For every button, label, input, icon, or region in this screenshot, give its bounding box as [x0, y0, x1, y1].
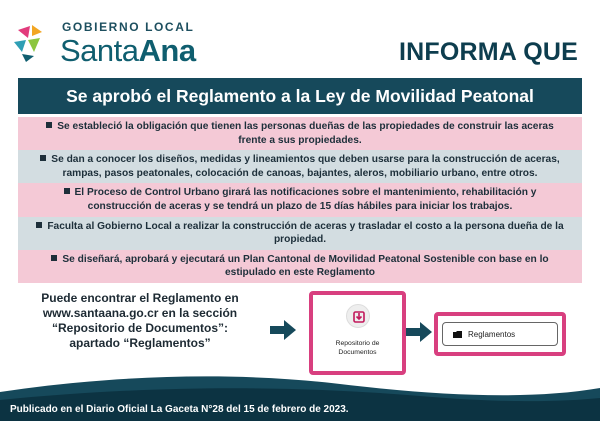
reglamentos-label: Reglamentos	[468, 329, 516, 339]
instructions-line-2[interactable]: www.santaana.go.cr en la sección	[42, 306, 238, 320]
bullet-icon	[51, 255, 57, 261]
point-text: Faculta al Gobierno Local a realizar la construcción de aceras y trasladar el costo a la persona dueña de la propiedad.	[47, 220, 564, 246]
point-text: Se dan a conocer los diseños, medidas y lineamientos que deben usarse para la construcción de aceras, rampas, pasos peatonales, colocación de canoas, bajantes, aleros, mobiliario urbano, entre otros.	[51, 154, 560, 179]
logo-main-text	[60, 33, 196, 69]
points-list	[18, 117, 582, 283]
bullet-icon	[36, 222, 42, 228]
list-item	[18, 117, 582, 150]
point-text: Se estableció la obligación que tienen las personas dueñas de las propiedades de construir las aceras frente a sus propiedades.	[57, 121, 554, 146]
list-item	[18, 150, 582, 183]
bullet-icon	[64, 188, 70, 194]
footer-publication-note: Publicado en el Diario Oficial La Gaceta N°28 del 15 de febrero de 2023.	[10, 404, 349, 415]
logo-main-b: Ana	[138, 33, 196, 68]
arrow-right-icon	[406, 320, 432, 344]
logo-top-text: GOBIERNO LOCAL	[62, 20, 195, 34]
repositorio-label	[313, 340, 402, 357]
repositorio-label-line-2: Documentos	[338, 348, 377, 356]
arrow-right-icon	[270, 318, 296, 342]
point-text: El Proceso de Control Urbano girará las notificaciones sobre el mantenimiento, rehabilitación y construcción de aceras y se tendrá un plazo de 15 días hábiles para iniciar los trabajos.	[74, 187, 537, 212]
repositorio-label-line-1: Repositorio de	[335, 340, 380, 347]
instructions-line-1: Puede encontrar el Reglamento en	[41, 291, 239, 305]
repositorio-documentos-highlight[interactable]	[309, 291, 406, 375]
bullet-icon	[46, 122, 52, 128]
point-text: Se diseñará, aprobará y ejecutará un Plan Cantonal de Movilidad Peatonal Sostenible con base en lo estipulado en este Reglamento	[62, 253, 549, 279]
reglamentos-highlight[interactable]	[434, 312, 566, 356]
logo-mark-icon	[12, 22, 54, 64]
instructions-line-4: apartado “Reglamentos”	[69, 336, 211, 350]
informa-que-heading: INFORMA QUE	[398, 38, 578, 66]
list-item	[18, 250, 582, 283]
logo-main-a: Santa	[60, 33, 139, 68]
list-item	[18, 183, 582, 216]
instructions-text	[14, 291, 266, 351]
santa-ana-logo	[12, 12, 202, 74]
download-icon	[346, 304, 370, 328]
reglamentos-folder-button[interactable]	[442, 322, 558, 346]
list-item	[18, 217, 582, 250]
bullet-icon	[40, 155, 46, 161]
folder-icon	[453, 331, 462, 338]
instructions-line-3: “Repositorio de Documentos”:	[51, 321, 228, 335]
page-title: Se aprobó el Reglamento a la Ley de Movilidad Peatonal	[18, 78, 582, 114]
